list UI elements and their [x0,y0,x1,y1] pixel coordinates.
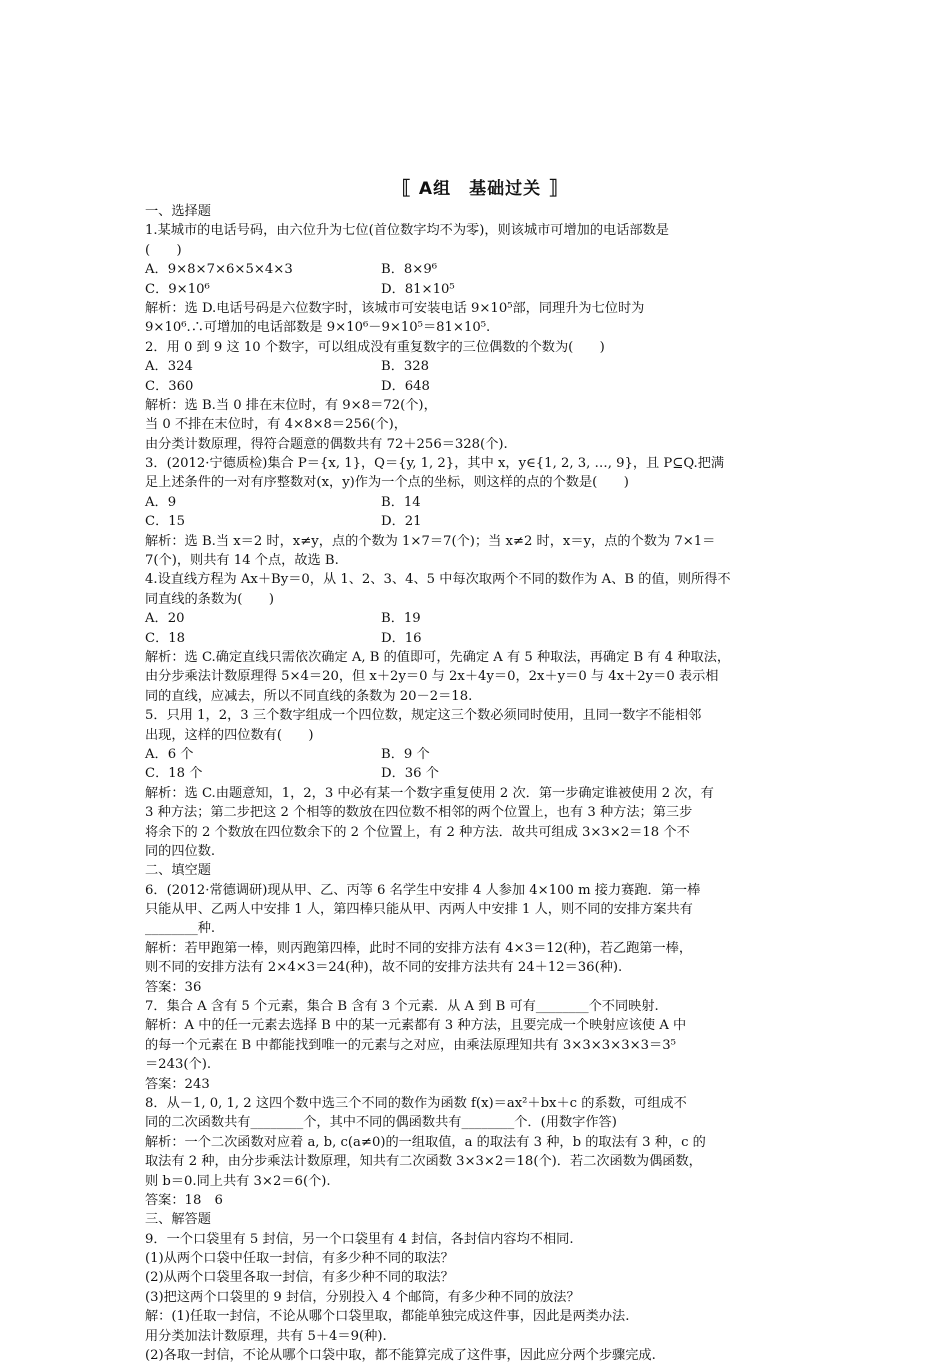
text-line: 同的直线，应减去，所以不同直线的条数为 20－2＝18. [145,688,473,704]
text-line: 4.设直线方程为 Ax＋By＝0，从 1、2、3、4、5 中每次取两个不同的数作为 A、B 的值，则所得不 [145,572,731,588]
text-line: (2)从两个口袋里各取一封信，有多少种不同的取法？ [145,1270,454,1286]
section-title [145,172,815,202]
title-left-bracket: ⟦ [401,175,412,199]
option-row [145,745,815,764]
option-text: D．21 [381,514,422,530]
option-row [145,260,815,279]
text-line: 解析：选 C.确定直线只需依次确定 A, B 的值即可，先确定 A 有 5 种取法，再确定 B 有 4 种取法， [145,649,731,665]
text-line: 解析：一个二次函数对应着 a, b, c(a≠0)的一组取值，a 的取法有 3 种，b 的取法有 3 种，c 的 [145,1134,706,1150]
text-line: 7．集合 A 含有 5 个元素，集合 B 含有 3 个元素．从 A 到 B 可有________个不同映射. [145,999,659,1015]
text-line: 解析：A 中的任一元素去选择 B 中的某一元素都有 3 种方法，且要完成一个映射应该使 A 中 [145,1018,687,1034]
text-line: 9．一个口袋里有 5 封信，另一个口袋里有 4 封信，各封信内容均不相同. [145,1231,574,1247]
title-right-bracket: ⟧ [548,175,559,199]
text-line: 足上述条件的一对有序整数对(x，y)作为一个点的坐标，则这样的点的个数是( ) [145,475,629,491]
option-row [145,357,815,376]
text-line: 2．用 0 到 9 这 10 个数字，可以组成没有重复数字的三位偶数的个数为( ) [145,339,605,355]
text-line: 8．从－1, 0, 1, 2 这四个数中选三个不同的数作为函数 f(x)＝ax²＋bx＋c 的系数，可组成不 [145,1095,687,1111]
option-row [145,280,815,299]
option-text: D．81×10⁵ [381,281,455,297]
text-line: 三、解答题 [145,1212,211,1228]
text-line: 同的二次函数共有________个，其中不同的偶函数共有________个．(用数字作答) [145,1115,617,1131]
text-line: 答案：36 [145,979,202,995]
option-text: A．9×8×7×6×5×4×3 [145,262,293,278]
text-line: 由分类计数原理，得符合题意的偶数共有 72＋256＝328(个). [145,436,508,452]
text-line: 3．(2012·宁德质检)集合 P＝{x, 1}，Q＝{y, 1, 2}，其中 x，y∈{1, 2, 3, …, 9}，且 P⊆Q.把满 [145,456,725,472]
text-line: 解析：选 C.由题意知，1，2，3 中必有某一个数字重复使用 2 次．第一步确定谁被使用 2 次，有 [145,785,714,801]
text-line: 的每一个元素在 B 中都能找到唯一的元素与之对应，由乘法原理知共有 3×3×3×3×3＝3⁵ [145,1037,676,1053]
option-row [145,493,815,512]
title-text: A组 基础过关 [418,179,542,199]
option-text: A．324 [145,359,193,375]
text-line: (2)各取一封信，不论从哪个口袋中取，都不能算完成了这件事，因此应分两个步骤完成. [145,1348,656,1364]
text-line: (1)从两个口袋中任取一封信，有多少种不同的取法？ [145,1251,454,1267]
text-line: 3 种方法；第二步把这 2 个相等的数放在四位数不相邻的两个位置上，也有 3 种方法；第三步 [145,805,693,821]
option-text: D．648 [381,378,430,394]
option-text: B．19 [381,611,421,627]
option-text: B．14 [381,494,421,510]
text-line: 同直线的条数为( ) [145,591,274,607]
text-line: 5．只用 1，2，3 三个数字组成一个四位数，规定这三个数必须同时使用，且同一数字不能相邻 [145,708,702,724]
option-text: C．18 个 [145,766,203,782]
text-line: 则不同的安排方法有 2×4×3＝24(种)，故不同的安排方法共有 24＋12＝36(种). [145,960,623,976]
text-line: 一、选择题 [145,204,211,219]
option-text: D．36 个 [381,766,439,782]
text-line: 取法有 2 种，由分步乘法计数原理，知共有二次函数 3×3×2＝18(个)．若二次函数为偶函数， [145,1154,702,1170]
option-text: D．16 [381,630,422,646]
option-text: C．360 [145,378,194,394]
text-line: 二、填空题 [145,863,211,879]
option-row [145,629,815,648]
option-text: A．6 个 [145,746,194,762]
document-body [145,202,815,1365]
document-page [145,172,815,1365]
text-line: 由分步乘法计数原理得 5×4＝20，但 x＋2y＝0 与 2x＋4y＝0，2x＋y＝0 与 4x＋2y＝0 表示相 [145,669,719,685]
text-line: 只能从甲、乙两人中安排 1 人，第四棒只能从甲、丙两人中安排 1 人，则不同的安排方案共有 [145,902,693,918]
text-line: 答案：243 [145,1076,210,1092]
text-line: 答案：18 6 [145,1192,223,1208]
option-text: A．9 [145,494,177,510]
text-line: 解析：选 D.电话号码是六位数字时，该城市可安装电话 9×10⁵部，同理升为七位时为 [145,300,645,316]
text-line: 同的四位数. [145,843,216,859]
text-line: 解：(1)任取一封信，不论从哪个口袋里取，都能单独完成这件事，因此是两类办法. [145,1309,630,1325]
text-line: 7(个)，则共有 14 个点，故选 B. [145,553,339,569]
option-text: C．18 [145,630,186,646]
text-line: 出现，这样的四位数有( ) [145,727,314,743]
text-line: 解析：选 B.当 x＝2 时，x≠y，点的个数为 1×7＝7(个)；当 x≠2 时，x＝y，点的个数为 7×1＝ [145,533,716,549]
text-line: ＝243(个). [145,1057,212,1073]
option-text: B．8×9⁶ [381,262,437,278]
option-text: A．20 [145,611,185,627]
option-text: C．15 [145,514,186,530]
text-line: ________种. [145,921,216,937]
text-line: 用分类加法计数原理，共有 5＋4＝9(种). [145,1328,387,1344]
option-row [145,609,815,628]
option-row [145,377,815,396]
text-line: 1.某城市的电话号码，由六位升为七位(首位数字均不为零)，则该城市可增加的电话部数是 [145,223,669,239]
option-text: B．328 [381,359,430,375]
text-line: 则 b＝0.同上共有 3×2＝6(个). [145,1173,331,1189]
option-row [145,512,815,531]
text-line: 9×10⁶.∴可增加的电话部数是 9×10⁶－9×10⁵＝81×10⁵. [145,320,491,336]
text-line: 6．(2012·常德调研)现从甲、乙、丙等 6 名学生中安排 4 人参加 4×100 m 接力赛跑．第一棒 [145,882,701,898]
text-line: (3)把这两个口袋里的 9 封信，分别投入 4 个邮筒，有多少种不同的放法？ [145,1289,580,1305]
text-line: 解析：若甲跑第一棒，则丙跑第四棒，此时不同的安排方法有 4×3＝12(种)，若乙跑第一棒， [145,940,693,956]
option-text: B．9 个 [381,746,430,762]
text-line: 将余下的 2 个数放在四位数余下的 2 个位置上，有 2 种方法．故共可组成 3×3×2＝18 个不 [145,824,690,840]
text-line: ( ) [145,242,182,258]
option-row [145,764,815,783]
text-line: 解析：选 B.当 0 排在末位时，有 9×8＝72(个)， [145,397,437,413]
option-text: C．9×10⁶ [145,281,210,297]
text-line: 当 0 不排在末位时，有 4×8×8＝256(个)， [145,417,407,433]
